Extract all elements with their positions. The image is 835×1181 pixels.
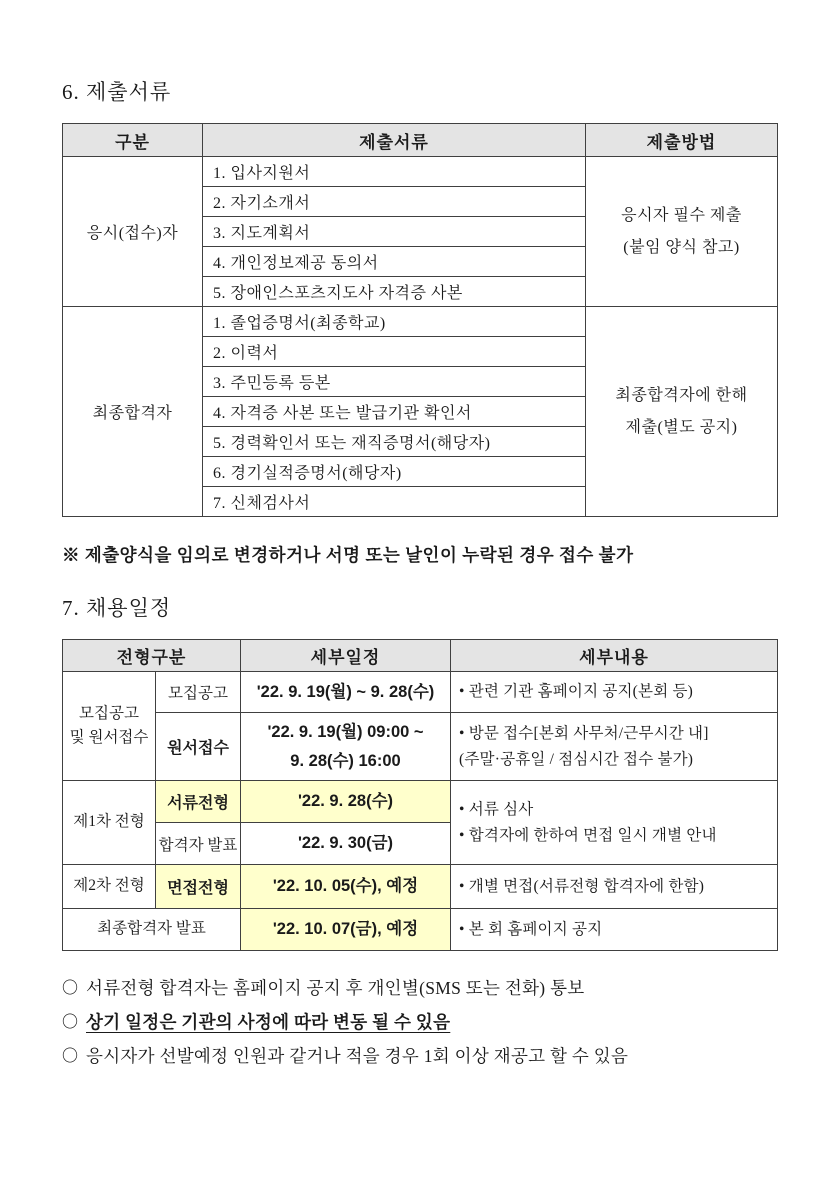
final-pass-method-cell	[586, 307, 778, 517]
date-line: 9. 28(수) 16:00	[290, 751, 401, 770]
detail-first-round	[451, 781, 778, 865]
footnote-text-emphasized: 상기 일정은 기관의 사정에 따라 변동 될 수 있음	[86, 1012, 451, 1032]
circle-bullet-icon: 〇	[62, 978, 79, 997]
section7-title: 7. 채용일정	[62, 596, 172, 620]
document-item: 7. 신체검사서	[203, 487, 586, 517]
stage-pass-announcement: 합격자 발표	[156, 823, 241, 865]
detail-line: • 서류 심사	[459, 800, 534, 818]
detail-line: • 방문 접수[본회 사무처/근무시간 내]	[459, 724, 709, 742]
header-detail: 세부내용	[451, 640, 778, 672]
circle-bullet-icon: 〇	[62, 1012, 79, 1031]
final-pass-group-label: 최종합격자	[63, 307, 203, 517]
date-line: '22. 9. 19(월) 09:00 ~	[267, 723, 424, 742]
document-item: 3. 주민등록 등본	[203, 367, 586, 397]
header-documents: 제출서류	[203, 124, 586, 157]
applicant-group-label: 응시(접수)자	[63, 157, 203, 307]
date-document-screening: '22. 9. 28(수)	[241, 781, 451, 823]
table-header-row	[63, 124, 778, 157]
table-row	[63, 672, 778, 713]
table-row	[63, 781, 778, 823]
document-item: 4. 자격증 사본 또는 발급기관 확인서	[203, 397, 586, 427]
date-announcement: '22. 9. 19(월) ~ 9. 28(수)	[241, 672, 451, 713]
group-second-round: 제2차 전형	[63, 865, 156, 909]
table-row	[63, 909, 778, 951]
header-method: 제출방법	[586, 124, 778, 157]
date-pass-announcement: '22. 9. 30(금)	[241, 823, 451, 865]
header-category: 구분	[63, 124, 203, 157]
table-row	[63, 307, 778, 337]
date-interview: '22. 10. 05(수), 예정	[241, 865, 451, 909]
footnote-text: 응시자가 선발예정 인원과 같거나 적을 경우 1회 이상 재공고 할 수 있음	[86, 1046, 629, 1066]
document-item: 2. 이력서	[203, 337, 586, 367]
recruitment-schedule-table	[62, 639, 778, 951]
document-item: 3. 지도계획서	[203, 217, 586, 247]
final-announcement-label: 최종합격자 발표	[63, 909, 241, 951]
footnote-list	[62, 971, 777, 1073]
date-application	[241, 713, 451, 781]
section6-title: 6. 제출서류	[62, 80, 172, 104]
stage-application: 원서접수	[156, 713, 241, 781]
stage-document-screening: 서류전형	[156, 781, 241, 823]
detail-interview: • 개별 면접(서류전형 합격자에 한함)	[451, 865, 778, 909]
method-line: 최종합격자에 한해	[615, 386, 748, 404]
document-item: 5. 장애인스포츠지도사 자격증 사본	[203, 277, 586, 307]
table-row	[63, 713, 778, 781]
list-item	[62, 1039, 777, 1073]
table-row	[63, 865, 778, 909]
date-final-announcement: '22. 10. 07(금), 예정	[241, 909, 451, 951]
submission-note: ※ 제출양식을 임의로 변경하거나 서명 또는 날인이 누락된 경우 접수 불가	[62, 545, 634, 565]
group-line: 및 원서접수	[69, 729, 149, 746]
detail-line: • 합격자에 한하여 면접 일시 개별 안내	[459, 826, 717, 844]
applicant-method-cell	[586, 157, 778, 307]
header-stage: 전형구분	[63, 640, 241, 672]
group-announcement-apply	[63, 672, 156, 781]
detail-line: (주말·공휴일 / 점심시간 접수 불가)	[459, 750, 694, 768]
stage-interview: 면접전형	[156, 865, 241, 909]
document-item: 2. 자기소개서	[203, 187, 586, 217]
detail-final-announcement: • 본 회 홈페이지 공지	[451, 909, 778, 951]
document-item: 1. 입사지원서	[203, 157, 586, 187]
group-first-round: 제1차 전형	[63, 781, 156, 865]
document-item: 1. 졸업증명서(최종학교)	[203, 307, 586, 337]
footnote-text: 서류전형 합격자는 홈페이지 공지 후 개인별(SMS 또는 전화) 통보	[86, 978, 585, 998]
header-schedule: 세부일정	[241, 640, 451, 672]
method-line: 제출(별도 공지)	[625, 418, 738, 436]
table-row	[63, 157, 778, 187]
detail-application	[451, 713, 778, 781]
document-item: 5. 경력확인서 또는 재직증명서(해당자)	[203, 427, 586, 457]
list-item	[62, 971, 777, 1005]
table-header-row	[63, 640, 778, 672]
submission-documents-table	[62, 123, 778, 517]
list-item	[62, 1005, 777, 1039]
circle-bullet-icon: 〇	[62, 1046, 79, 1065]
document-item: 6. 경기실적증명서(해당자)	[203, 457, 586, 487]
detail-announcement: • 관련 기관 홈페이지 공지(본회 등)	[451, 672, 778, 713]
document-item: 4. 개인정보제공 동의서	[203, 247, 586, 277]
stage-announcement: 모집공고	[156, 672, 241, 713]
group-line: 모집공고	[79, 704, 139, 722]
method-line: 응시자 필수 제출	[621, 206, 742, 224]
method-line: (붙임 양식 참고)	[623, 238, 740, 256]
